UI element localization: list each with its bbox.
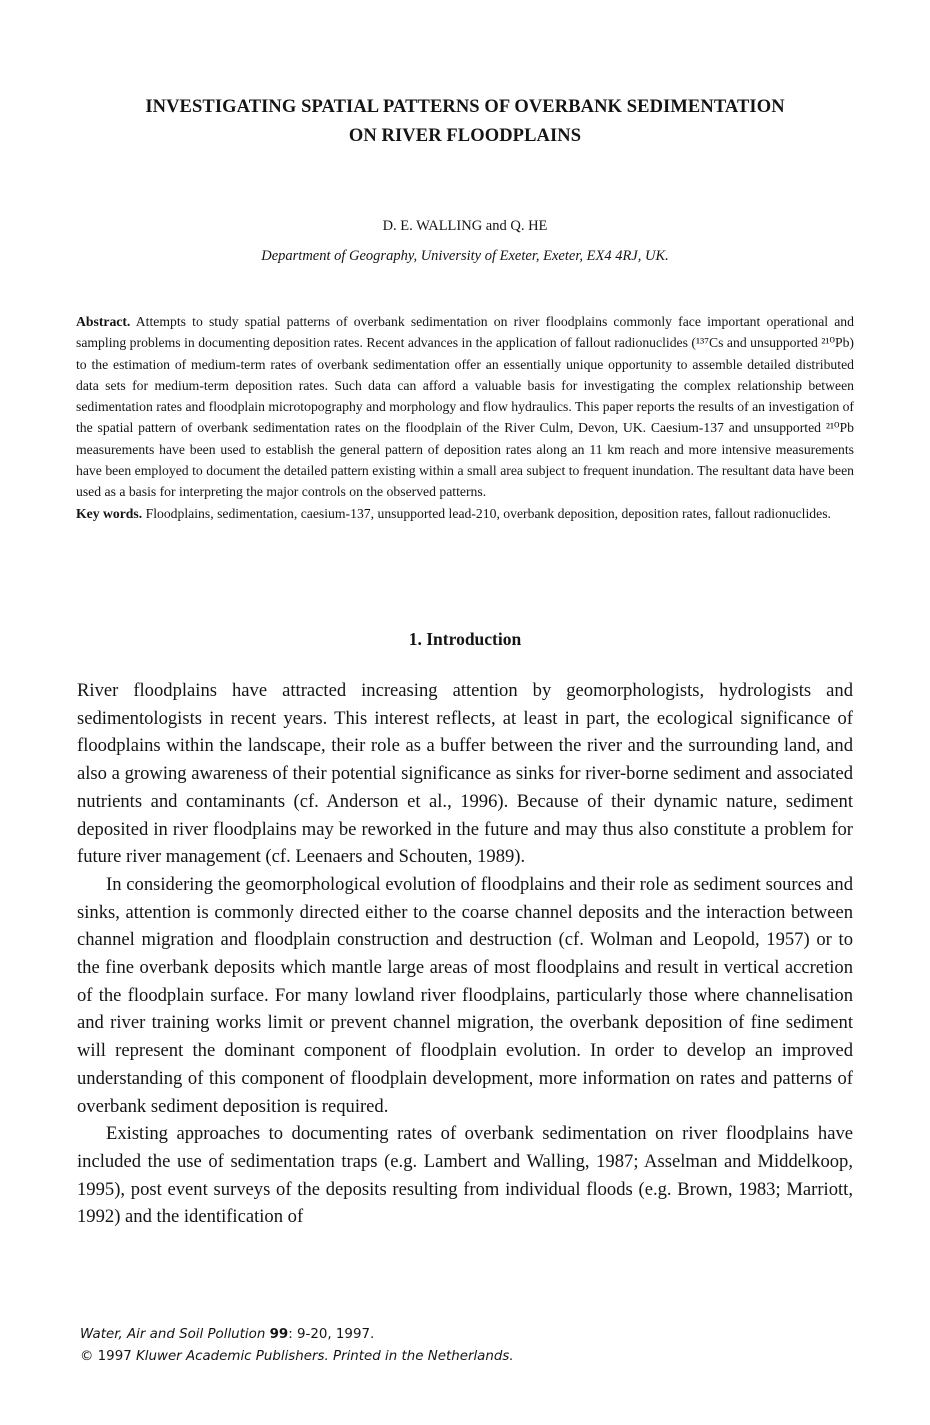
abstract-label: Abstract. (76, 314, 131, 329)
title-line-2: ON RIVER FLOODPLAINS (348, 126, 582, 146)
keywords-text: Floodplains, sedimentation, caesium-137, unsupported lead-210, overbank deposition, deposition rates, fallout radionuclides. (145, 505, 831, 521)
copyright-symbol: © (80, 1349, 94, 1364)
authors: D. E. WALLING and Q. HE (382, 218, 548, 234)
keywords-label: Key words. (76, 505, 143, 521)
affiliation: Department of Geography, University of Exeter, Exeter, EX4 4RJ, UK. (261, 248, 669, 264)
copyright-line (80, 1346, 514, 1368)
paragraph-2: In considering the geomorphological evolution of floodplains and their role as sediment sources and sinks, attention is commonly directed either to the coarse channel deposits and the interaction between channel migration and floodplain construction and destruction (cf. Wolman and Leopold, 1957) or to the fine overbank deposits which mantle large areas of most floodplains and result in vertical accretion of the floodplain surface. For many lowland river floodplains, particularly those where channelisation and river training works limit or prevent channel migration, the overbank deposition of fine sediment will represent the dominant component of floodplain evolution. In order to develop an improved understanding of this component of floodplain development, more information on rates and patterns of overbank sediment deposition is required. (77, 873, 853, 1117)
footer (80, 1324, 514, 1368)
abstract-paragraph (76, 311, 854, 503)
abstract (76, 311, 854, 524)
body-text (77, 677, 853, 1231)
journal-citation (80, 1324, 514, 1346)
journal-pages: : 9-20, 1997. (288, 1327, 375, 1342)
journal-name: Water, Air and Soil Pollution (80, 1327, 266, 1342)
paragraph-3: Existing approaches to documenting rates of overbank sedimentation on river floodplains have included the use of sedimentation traps (e.g. Lambert and Walling, 1987; Asselman and Middelkoop, 1995), post event surveys of the deposits resulting from individual floods (e.g. Brown, 1983; Marriott, 1992) and the identification of (77, 1123, 853, 1228)
copyright-year: 1997 (97, 1349, 132, 1364)
abstract-text: Attempts to study spatial patterns of overbank sedimentation on river floodplains commonly face important operational and sampling problems in documenting deposition rates. Recent advances in the application of fallout radionuclides (¹³⁷Cs and unsupported ²¹⁰Pb) to the estimation of medium-term rates of overbank sedimentation offer an essentially unique opportunity to assemble detailed distributed data sets for medium-term deposition rates. Such data can afford a valuable basis for investigating the complex relationship between sedimentation rates and floodplain microtopography and morphology and flow hydraulics. This paper reports the results of an investigation of the spatial pattern of overbank sedimentation rates on the floodplain of the River Culm, Devon, UK. Caesium-137 and unsupported ²¹⁰Pb measurements have been used to establish the general pattern of deposition rates along an 11 km reach and more intensive measurements have been employed to document the detailed pattern existing within a small area subject to frequent inundation. The resultant data have been used as a basis for interpreting the major controls on the observed patterns. (76, 314, 854, 500)
title-line-1: INVESTIGATING SPATIAL PATTERNS OF OVERBANK SEDIMENTATION (145, 97, 785, 117)
keywords-paragraph (76, 503, 854, 524)
paper-title (60, 93, 870, 151)
copyright-text: Kluwer Academic Publishers. Printed in the Netherlands. (136, 1349, 514, 1364)
paragraph-1: River floodplains have attracted increasing attention by geomorphologists, hydrologists and sedimentologists in recent years. This interest reflects, at least in part, the ecological significance of floodplains within the landscape, their role as a buffer between the river and the surrounding land, and also a growing awareness of their potential significance as sinks for river-borne sediment and associated nutrients and contaminants (cf. Anderson et al., 1996). Because of their dynamic nature, sediment deposited in river floodplains may be reworked in the future and may thus also constitute a problem for future river management (cf. Leenaers and Schouten, 1989). (77, 680, 853, 868)
journal-volume: 99 (269, 1327, 289, 1342)
section-heading: 1. Introduction (408, 629, 522, 649)
